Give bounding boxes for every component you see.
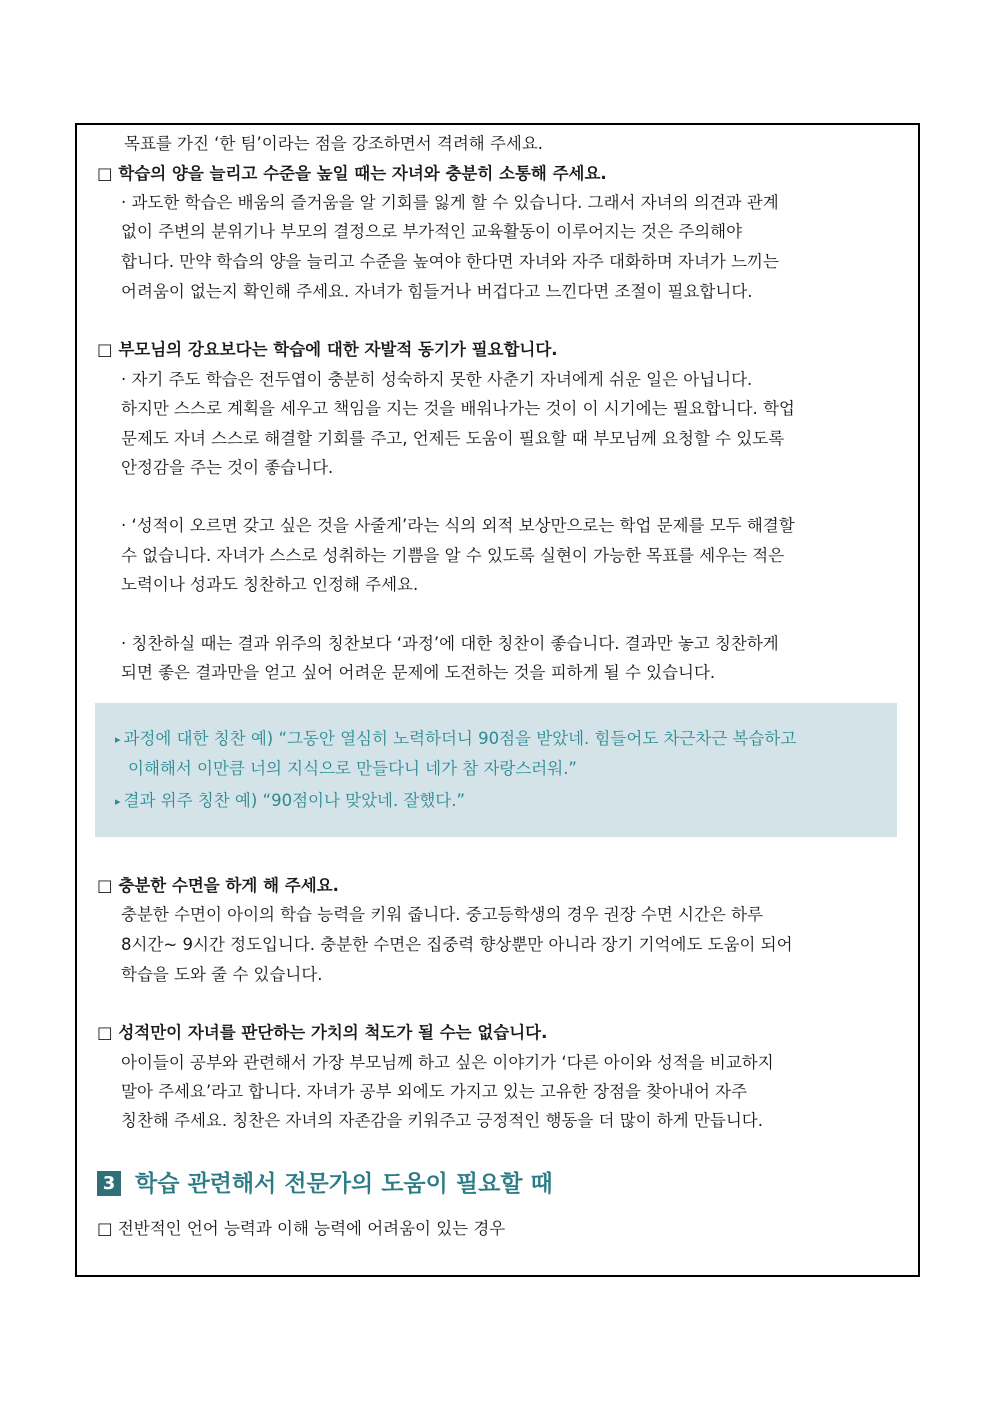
- paragraph-line: · 칭찬하실 때는 결과 위주의 칭찬보다 ‘과정’에 대한 칭찬이 좋습니다. 결과만 놓고 칭찬하게: [121, 634, 779, 653]
- paragraph-line: 수 없습니다. 자녀가 스스로 성취하는 기쁨을 알 수 있도록 실현이 가능한 목표를 세우는 적은: [121, 546, 785, 565]
- checklist-item-language: □ 전반적인 언어 능력과 이해 능력에 어려움이 있는 경우: [97, 1219, 506, 1238]
- triangle-bullet-icon: ▸: [115, 795, 121, 808]
- content-frame: [75, 123, 920, 1277]
- triangle-bullet-icon: ▸: [115, 733, 121, 746]
- section-heading-sleep: □ 충분한 수면을 하게 해 주세요.: [97, 876, 339, 895]
- paragraph-line: 목표를 가진 ‘한 팀’이라는 점을 강조하면서 격려해 주세요.: [124, 134, 544, 153]
- paragraph-line: 8시간~ 9시간 정도입니다. 충분한 수면은 집중력 향상뿐만 아니라 장기 기억에도 도움이 되어: [121, 935, 793, 954]
- example-line-process-cont: 이해해서 이만큼 너의 지식으로 만들다니 네가 참 자랑스러워.”: [128, 759, 577, 778]
- paragraph-line: 노력이나 성과도 칭찬하고 인정해 주세요.: [121, 575, 419, 594]
- paragraph-line: 합니다. 만약 학습의 양을 늘리고 수준을 높여야 한다면 자녀와 자주 대화하며 자녀가 느끼는: [121, 252, 779, 271]
- paragraph-line: · ‘성적이 오르면 갖고 싶은 것을 사줄게’라는 식의 외적 보상만으로는 학업 문제를 모두 해결할: [121, 516, 795, 535]
- paragraph-line: 충분한 수면이 아이의 학습 능력을 키워 줍니다. 중고등학생의 경우 권장 수면 시간은 하루: [121, 905, 763, 924]
- section-title-text: 학습 관련해서 전문가의 도움이 필요할 때: [135, 1171, 553, 1197]
- paragraph-line: 학습을 도와 줄 수 있습니다.: [121, 965, 323, 984]
- paragraph-line: · 자기 주도 학습은 전두엽이 충분히 성숙하지 못한 사춘기 자녀에게 쉬운 일은 아닙니다.: [121, 370, 753, 389]
- paragraph-line: 어려움이 없는지 확인해 주세요. 자녀가 힘들거나 버겁다고 느낀다면 조절이 필요합니다.: [121, 282, 753, 301]
- section-heading-grades: □ 성적만이 자녀를 판단하는 가치의 척도가 될 수는 없습니다.: [97, 1023, 548, 1042]
- paragraph-line: · 과도한 학습은 배움의 즐거움을 알 기회를 잃게 할 수 있습니다. 그래서 자녀의 의견과 관계: [121, 193, 779, 212]
- paragraph-line: 말아 주세요’라고 합니다. 자녀가 공부 외에도 가지고 있는 고유한 장점을 찾아내어 자주: [121, 1082, 748, 1101]
- section-number-badge: 3: [97, 1171, 121, 1196]
- section-heading-motivation: □ 부모님의 강요보다는 학습에 대한 자발적 동기가 필요합니다.: [97, 340, 558, 359]
- paragraph-line: 되면 좋은 결과만을 얻고 싶어 어려운 문제에 도전하는 것을 피하게 될 수 있습니다.: [121, 663, 716, 682]
- paragraph-line: 아이들이 공부와 관련해서 가장 부모님께 하고 싶은 이야기가 ‘다른 아이와 성적을 비교하지: [121, 1053, 774, 1072]
- paragraph-line: 칭찬해 주세요. 칭찬은 자녀의 자존감을 키워주고 긍정적인 행동을 더 많이 하게 만듭니다.: [121, 1111, 763, 1130]
- paragraph-line: 없이 주변의 분위기나 부모의 결정으로 부가적인 교육활동이 이루어지는 것은 주의해야: [121, 222, 743, 241]
- section-heading-study-amount: □ 학습의 양을 늘리고 수준을 높일 때는 자녀와 충분히 소통해 주세요.: [97, 164, 607, 183]
- paragraph-line: 하지만 스스로 계획을 세우고 책임을 지는 것을 배워나가는 것이 이 시기에는 필요합니다. 학업: [121, 399, 795, 418]
- paragraph-line: 문제도 자녀 스스로 해결할 기회를 주고, 언제든 도움이 필요할 때 부모님께 요청할 수 있도록: [121, 429, 785, 448]
- example-line-process: ▸ 과정에 대한 칭찬 예) “그동안 열심히 노력하더니 90점을 받았네. 힘들어도 차근차근 복습하고: [115, 729, 797, 748]
- example-line-result: ▸ 결과 위주 칭찬 예) “90점이나 맞았네. 잘했다.”: [115, 791, 466, 810]
- paragraph-line: 안정감을 주는 것이 좋습니다.: [121, 458, 334, 477]
- praise-example-box: [95, 703, 897, 837]
